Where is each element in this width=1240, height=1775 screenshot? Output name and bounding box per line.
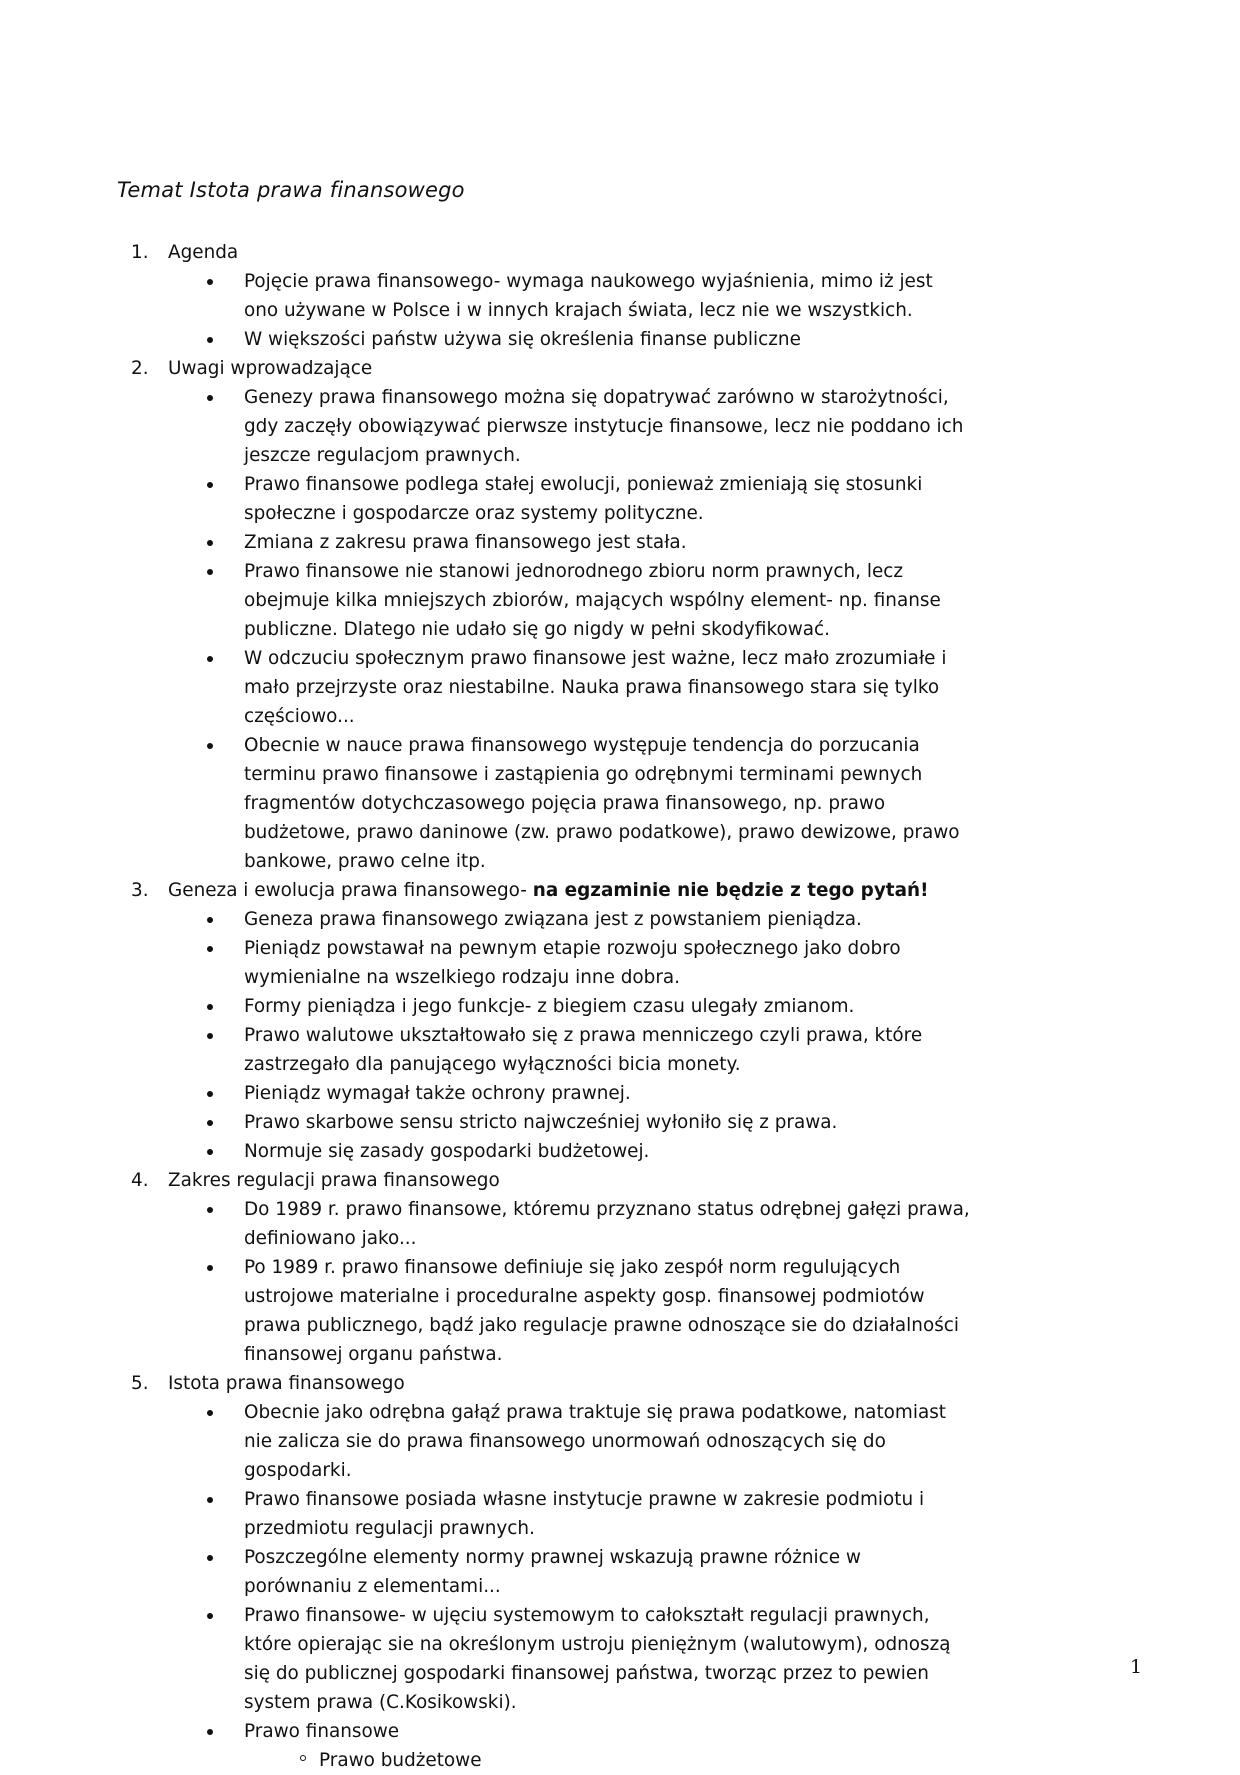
bullet-text: Obecnie w nauce prawa finansowego występuje tendencja do porzucania terminu prawo finansowe i zastąpienia go odrębnymi terminami pewnych fragmentów dotychczasowego pojęcia prawa finansowego, np. prawo budżetowe, prawo daninowe (zw. prawo podatkowe), prawo dewizowe, prawo bankowe, prawo celne itp. <box>244 735 960 872</box>
bullet-item <box>0 267 1060 325</box>
bullet-item <box>0 1485 1060 1543</box>
bullet-text: Prawo finansowe nie stanowi jednorodnego zbioru norm prawnych, lecz obejmuje kilka mniejszych zbiorów, mających wspólny element- np. finanse publiczne. Dlatego nie udało się go nigdy w pełni skodyfikować. <box>244 561 941 640</box>
bullet-item <box>0 934 1060 992</box>
section-title-text: Agenda <box>168 242 239 263</box>
bullet-item <box>0 1601 1060 1717</box>
bullet-text: Prawo finansowe posiada własne instytucje prawne w zakresie podmiotu i przedmiotu regulacji prawnych. <box>244 1489 925 1539</box>
bullet-text: Normuje się zasady gospodarki budżetowej. <box>244 1141 650 1162</box>
section-title <box>168 238 1240 267</box>
section-number: 5. <box>131 1373 149 1394</box>
bullet-list <box>168 905 1240 1166</box>
bullet-item <box>0 383 1060 470</box>
bullet-list <box>168 383 1240 876</box>
bullet-text: Poszczególne elementy normy prawnej wskazują prawne różnice w porównaniu z elementami... <box>244 1547 861 1597</box>
section-number: 4. <box>131 1170 149 1191</box>
sub-bullet-item: Prawo budżetowe <box>244 1746 972 1775</box>
bullet-item <box>0 325 1060 354</box>
bullet-text: Prawo finansowe podlega stałej ewolucji, ponieważ zmieniają się stosunki społeczne i gospodarcze oraz systemy polityczne. <box>244 474 923 524</box>
bullet-item <box>0 1253 1060 1369</box>
bullet-text: Prawo walutowe ukształtowało się z prawa menniczego czyli prawa, które zastrzegało dla panującego wyłączności bicia monety. <box>244 1025 923 1075</box>
bullet-text: Prawo skarbowe sensu stricto najwcześniej wyłoniło się z prawa. <box>244 1112 838 1133</box>
bullet-text: Prawo finansowe- w ujęciu systemowym to całokształt regulacji prawnych, które opierając sie na określonym ustroju pieniężnym (walutowym), odnoszą się do publicznej gospodarki finansowej państwa, tworząc przez to pewien system prawa (C.Kosikowski). <box>244 1605 951 1713</box>
section-title <box>168 876 1240 905</box>
bullet-list <box>168 267 1240 354</box>
bullet-text: Do 1989 r. prawo finansowe, któremu przyznano status odrębnej gałęzi prawa, definiowano jako... <box>244 1199 970 1249</box>
bullet-text: W odczuciu społecznym prawo finansowe jest ważne, lecz mało zrozumiałe i mało przejrzyste oraz niestabilne. Nauka prawa finansowego stara się tylko częściowo... <box>244 648 947 727</box>
bullet-text: Obecnie jako odrębna gałąź prawa traktuje się prawa podatkowe, natomiast nie zalicza sie do prawa finansowego unormowań odnoszących się do gospodarki. <box>244 1402 947 1481</box>
bullet-item <box>0 1543 1060 1601</box>
section-number: 2. <box>131 358 149 379</box>
bullet-text: Formy pieniądza i jego funkcje- z biegiem czasu ulegały zmianom. <box>244 996 855 1017</box>
bullet-item <box>0 992 1060 1021</box>
bullet-item <box>0 1079 1060 1108</box>
bullet-item <box>0 1137 1060 1166</box>
bullet-text: Prawo finansowe <box>244 1721 400 1742</box>
section-2 <box>0 354 1240 876</box>
section-title <box>168 354 1240 383</box>
bullet-item <box>0 1108 1060 1137</box>
section-title-text: Zakres regulacji prawa finansowego <box>168 1170 500 1191</box>
bullet-item <box>0 1717 1060 1775</box>
bullet-text: Pojęcie prawa finansowego- wymaga naukowego wyjaśnienia, mimo iż jest ono używane w Polsce i w innych krajach świata, lecz nie we wszystkich. <box>244 271 933 321</box>
bullet-text: Pieniądz powstawał na pewnym etapie rozwoju społecznego jako dobro wymienialne na wszelkiego rodzaju inne dobra. <box>244 938 901 988</box>
section-title-emphasis: na egzaminie nie będzie z tego pytań! <box>532 880 929 901</box>
bullet-item <box>0 905 1060 934</box>
section-title-text: Istota prawa finansowego <box>168 1373 405 1394</box>
section-number: 1. <box>131 242 149 263</box>
bullet-text: Zmiana z zakresu prawa finansowego jest stała. <box>244 532 687 553</box>
bullet-item <box>0 1021 1060 1079</box>
section-1 <box>0 238 1240 354</box>
page-number: 1 <box>1130 1656 1143 1678</box>
section-3 <box>0 876 1240 1166</box>
bullet-item <box>0 1398 1060 1485</box>
section-list <box>0 238 1240 1775</box>
section-title-text: Uwagi wprowadzające <box>168 358 373 379</box>
bullet-text: Geneza prawa finansowego związana jest z powstaniem pieniądza. <box>244 909 862 930</box>
bullet-list <box>168 1398 1240 1775</box>
bullet-list <box>168 1195 1240 1369</box>
bullet-text: W większości państw używa się określenia finanse publiczne <box>244 329 801 350</box>
section-5 <box>0 1369 1240 1775</box>
section-title <box>168 1166 1240 1195</box>
sub-bullet-list <box>244 1746 972 1775</box>
bullet-text: Pieniądz wymagał także ochrony prawnej. <box>244 1083 631 1104</box>
bullet-item <box>0 644 1060 731</box>
bullet-item <box>0 1195 1060 1253</box>
bullet-text: Genezy prawa finansowego można się dopatrywać zarówno w starożytności, gdy zaczęły obowiązywać pierwsze instytucje finansowe, lecz nie poddano ich jeszcze regulacjom prawnych. <box>244 387 964 466</box>
section-4 <box>0 1166 1240 1369</box>
section-title <box>168 1369 1240 1398</box>
section-title-text: Geneza i ewolucja prawa finansowego- <box>168 880 533 901</box>
bullet-text: Po 1989 r. prawo finansowe definiuje się jako zespół norm regulujących ustrojowe materialne i proceduralne aspekty gosp. finansowej podmiotów prawa publicznego, bądź jako regulacje prawne odnoszące sie do działalności finansowej organu państwa. <box>244 1257 959 1365</box>
document-title: Temat Istota prawa finansowego <box>117 178 465 202</box>
bullet-item <box>0 470 1060 528</box>
bullet-item <box>0 731 1060 876</box>
bullet-item <box>0 528 1060 557</box>
bullet-item <box>0 557 1060 644</box>
section-number: 3. <box>131 880 149 901</box>
